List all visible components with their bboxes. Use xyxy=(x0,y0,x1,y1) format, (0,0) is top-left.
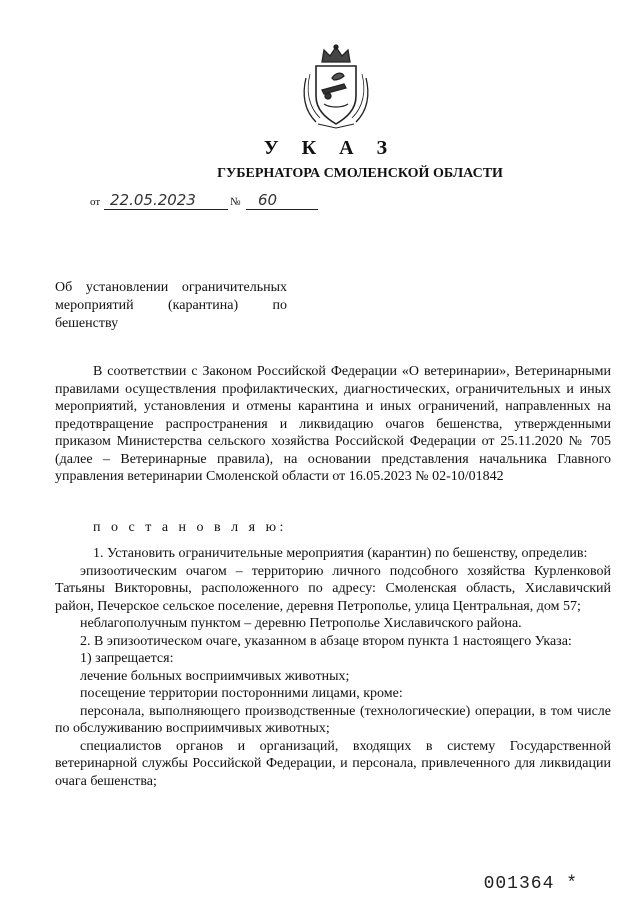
paragraph: неблагополучным пунктом – деревню Петрополье Хиславичского района. xyxy=(80,616,522,631)
date-number-line xyxy=(90,192,330,212)
subject-line: Об установлении ограничительных xyxy=(55,280,287,295)
document-subtitle: ГУБЕРНАТОРА СМОЛЕНСКОЙ ОБЛАСТИ xyxy=(217,166,503,181)
paragraph: 1. Установить ограничительные мероприятия (карантин) по бешенству, определив: xyxy=(93,546,588,561)
document-subject xyxy=(55,279,287,333)
date-prefix: от xyxy=(90,196,101,208)
preamble-block xyxy=(55,363,611,486)
subject-line: мероприятий (карантина) по xyxy=(55,298,287,313)
serial-number: 001364 * xyxy=(483,874,578,894)
number-underline xyxy=(246,209,318,210)
number-value: 60 xyxy=(258,191,278,209)
date-value: 22.05.2023 xyxy=(110,191,196,209)
paragraph: лечение больных восприимчивых животных; xyxy=(80,668,350,684)
number-prefix: № xyxy=(230,196,241,208)
paragraph: специалистов органов и организаций, входящих в систему Государственной ветеринарной службы Российской Федерации, и персонала, привлеченного для ликвидации очага бешенства; xyxy=(55,738,611,789)
decree-word: п о с т а н о в л я ю: xyxy=(93,520,287,535)
subject-line: бешенству xyxy=(55,316,119,331)
preamble-paragraph: В соответствии с Законом Российской Федерации «О ветеринарии», Ветеринарными правилами осуществления профилактических, диагностических, ограничительных и иных мероприятий, установления и отмены карантина и иных ограничений, направленных на предотвращение распространения и ликвидацию очагов бешенства, утвержденными приказом Министерства сельского хозяйства Российской Федерации от 25.11.2020 № 705 (далее – Ветеринарные правила), на основании представления начальника Главного управления ветеринарии Смоленской области от 16.05.2023 № 02-10/01842 xyxy=(55,364,611,484)
document-title: У К А З xyxy=(263,137,397,159)
paragraph: эпизоотическим очагом – территорию личного подсобного хозяйства Курленковой Татьяны Викторовны, расположенного по адресу: Смоленская область, Хиславичский район, Печерское сельское поселение, деревня Петрополье, улица Центральная, дом 57; xyxy=(55,563,611,614)
decree-body xyxy=(55,545,611,790)
date-underline xyxy=(104,209,228,210)
coat-of-arms-emblem xyxy=(298,44,374,130)
decree-word-block xyxy=(55,519,611,537)
paragraph: 1) запрещается: xyxy=(80,651,174,666)
paragraph: посещение территории посторонними лицами, кроме: xyxy=(80,686,403,701)
paragraph: 2. В эпизоотическом очаге, указанном в абзаце втором пункта 1 настоящего Указа: xyxy=(80,633,572,649)
paragraph: персонала, выполняющего производственные (технологические) операции, в том числе по обслуживанию восприимчивых животных; xyxy=(55,703,611,736)
